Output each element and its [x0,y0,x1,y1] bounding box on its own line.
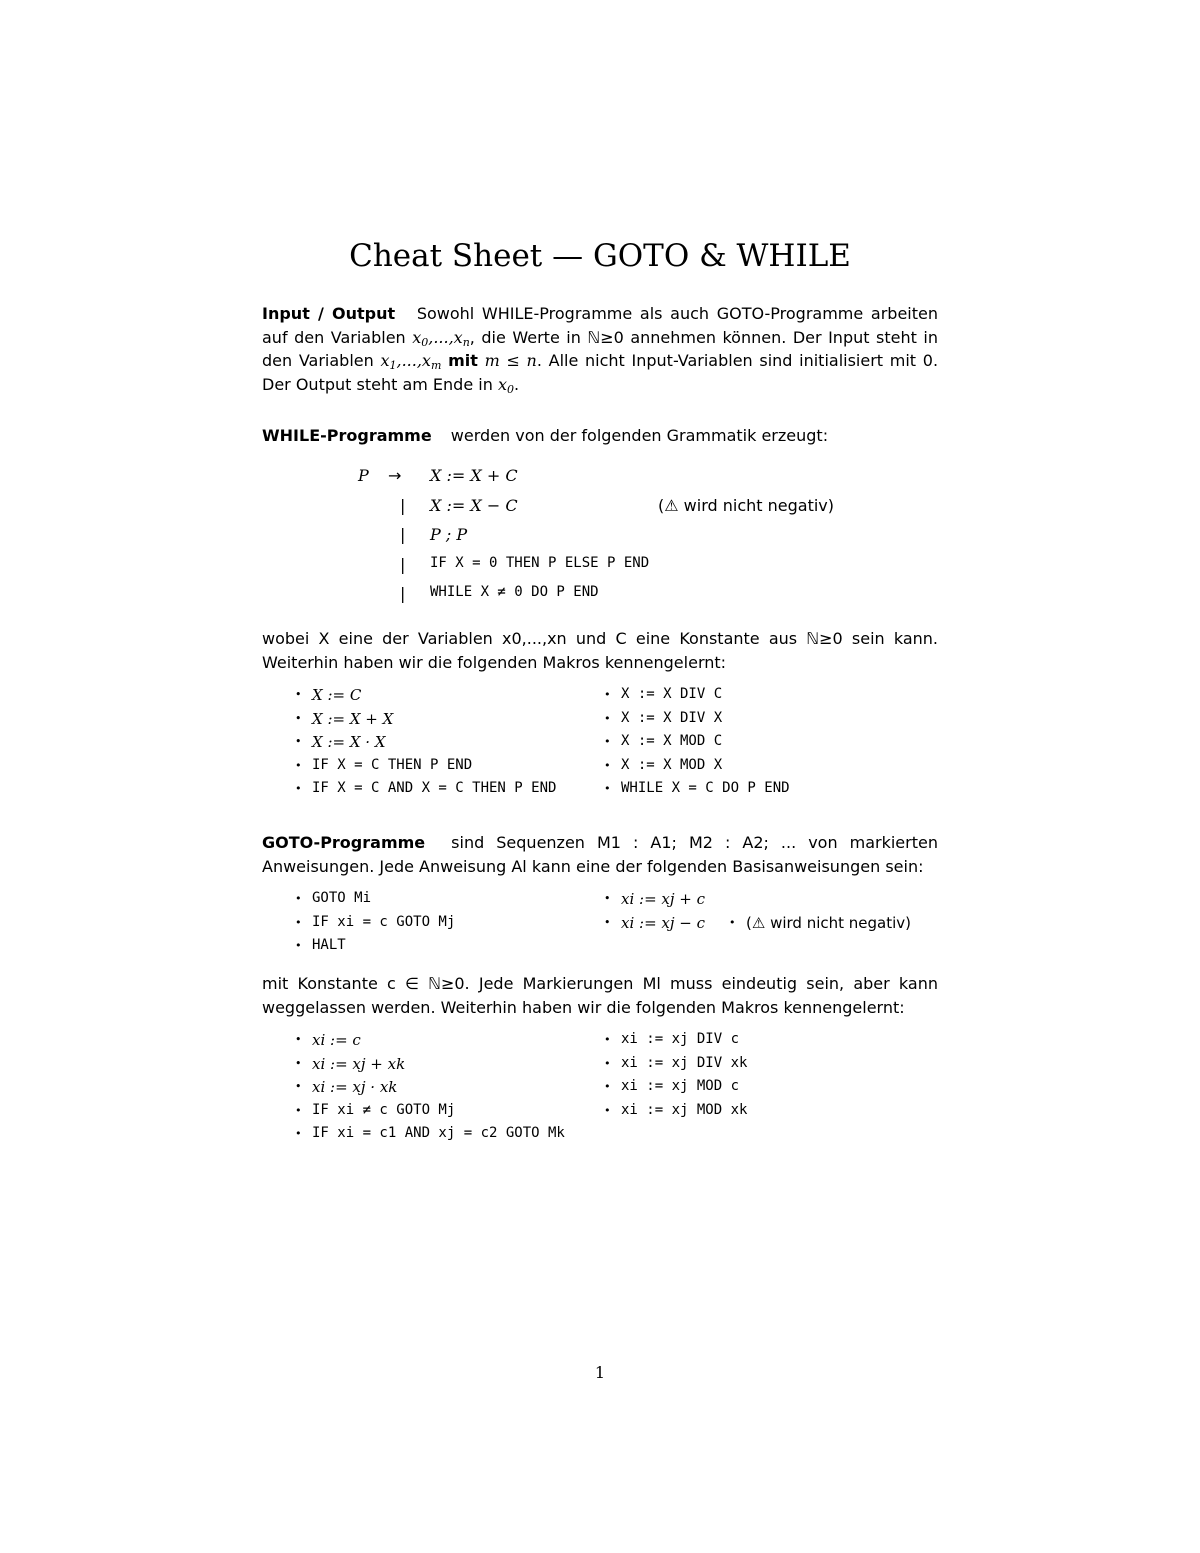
list-item: • xi := c [312,1031,361,1049]
list-item: • X := C [312,686,361,704]
grammar-row [358,496,918,526]
while-intro-text: werden von der folgenden Grammatik erzeugt: [450,426,829,445]
list-item: • X := X MOD C [621,733,722,749]
list-item: • X := X DIV C [621,686,722,702]
list-item: • WHILE X = C DO P END [621,780,790,796]
while-grammar [358,466,918,614]
while-heading: WHILE-Programme [262,426,432,445]
grammar-rule: P ; P [430,525,468,544]
list-item: • IF xi = c GOTO Mj [312,914,455,930]
goto-heading: GOTO-Programme [262,833,426,852]
while-intro [262,424,938,448]
io-input-vars: $x_1,...,x_m$ mit m ≤ n [380,351,537,372]
list-item: • X := X MOD X [621,757,722,773]
list-item: • X := X · X [312,733,386,751]
grammar-arrow: → [388,466,402,485]
page-title: Cheat Sheet — GOTO & WHILE [349,238,851,274]
grammar-bar: | [400,525,406,544]
io-paragraph [262,302,938,396]
list-item: • xi := xj MOD xk [621,1102,747,1118]
io-heading: Input / Output [262,304,396,323]
grammar-note: (⚠ wird nicht negativ) [658,495,834,515]
goto-intro [262,831,938,878]
io-text-1: Sowohl WHILE-Programme als auch GOTO-Programme arbeiten auf den Variablen [262,304,938,347]
grammar-bar: | [400,584,406,603]
io-text-3: . Alle nicht Input-Variablen sind initialisiert mit 0. Der Output steht am Ende in [262,351,939,394]
grammar-lhs: P [358,466,369,485]
list-item: • xi := xj · xk [312,1078,397,1096]
list-item: • IF xi ≠ c GOTO Mj [312,1102,455,1118]
io-out-var: $x_0$ [497,374,514,396]
list-item: • xi := xj MOD c [621,1078,739,1094]
list-item: • X := X + X [312,710,393,728]
io-text-4: . [513,374,520,394]
list-item: • xi := xj DIV xk [621,1055,747,1071]
grammar-row [358,466,918,496]
io-text-2: , die Werte in ℕ≥0 annehmen können. Der Input steht in den Variablen [262,327,939,370]
grammar-rule: WHILE X ≠ 0 DO P END [430,584,599,600]
io-vars: $x_0,...,x_n$ [412,327,470,349]
list-item: • IF xi = c1 AND xj = c2 GOTO Mk [312,1125,565,1141]
list-item: • HALT [312,937,346,953]
page-number: 1 [594,1363,606,1382]
list-item: • IF X = C AND X = C THEN P END [312,780,556,796]
grammar-bar: | [400,554,406,574]
list-item: • xi := xj + xk [312,1055,405,1073]
list-item: • xi := xj − c [621,914,705,932]
goto-intro-text: sind Sequenzen M1 : A1; M2 : A2; ... von markierten Anweisungen. Jede Anweisung Al kann eine der folgenden Basisanweisungen sein: [262,833,938,876]
grammar-rule: IF X = 0 THEN P ELSE P END [430,554,650,571]
grammar-rule: X := X + C [430,466,518,485]
list-item: • IF X = C THEN P END [312,757,472,773]
grammar-row [358,525,918,555]
while-after: wobei X eine der Variablen x0,...,xn und C eine Konstante aus ℕ≥0 sein kann. Weiterhin haben wir die folgenden Makros kennengelernt: [262,629,938,672]
list-item: • xi := xj + c [621,890,705,908]
list-item: • GOTO Mi [312,890,371,906]
grammar-bar: | [400,495,406,515]
goto-after: mit Konstante c ∈ ℕ≥0. Jede Markierungen Ml muss eindeutig sein, aber kann weggelassen werden. Weiterhin haben wir die folgenden Makros kennengelernt: [262,974,938,1017]
grammar-row [358,555,918,585]
list-item: • X := X DIV X [621,710,722,726]
grammar-rule: X := X − C [430,495,518,515]
list-item: • xi := xj DIV c [621,1031,739,1047]
grammar-row [358,584,918,614]
goto-note: • (⚠ wird nicht negativ) [746,914,911,932]
